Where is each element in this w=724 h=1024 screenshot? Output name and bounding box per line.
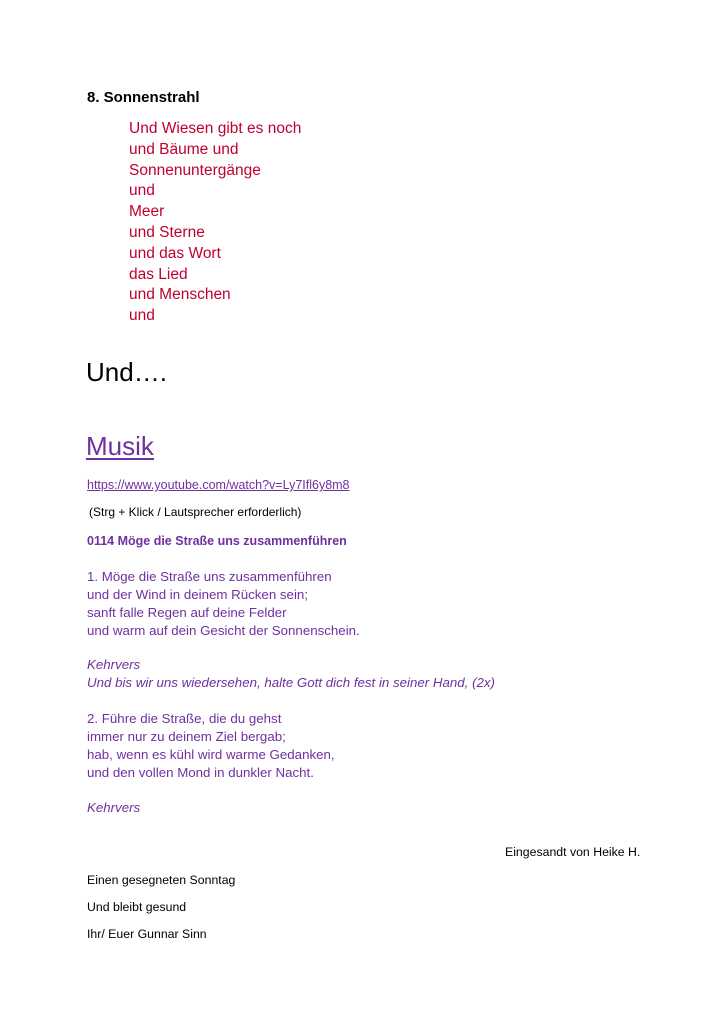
refrain-1 — [87, 656, 495, 692]
stanza-line: und den vollen Mond in dunkler Nacht. — [87, 765, 314, 780]
poem-line: und Sterne — [129, 223, 205, 241]
poem-line: und — [129, 307, 155, 325]
stanza-line: immer nur zu deinem Ziel bergab; — [87, 729, 286, 744]
song-title: 0114 Möge die Straße uns zusammenführen — [87, 534, 347, 548]
poem-line: und Menschen — [129, 286, 231, 304]
poem-line: Meer — [129, 203, 165, 221]
poem — [129, 119, 301, 327]
youtube-link[interactable]: https://www.youtube.com/watch?v=Ly7Ifl6y8m8 — [87, 478, 350, 492]
stanza-line: 2. Führe die Straße, die du gehst — [87, 711, 282, 726]
closing-signature: Ihr/ Euer Gunnar Sinn — [87, 927, 207, 941]
stanza-line: hab, wenn es kühl wird warme Gedanken, — [87, 747, 335, 762]
refrain-2 — [87, 799, 140, 817]
stanza-2 — [87, 710, 335, 782]
poem-line: Und Wiesen gibt es noch — [129, 120, 302, 137]
poem-line: und das Wort — [129, 244, 221, 262]
refrain-line: Und bis wir uns wiedersehen, halte Gott dich fest in seiner Hand, (2x) — [87, 675, 495, 690]
stanza-1 — [87, 568, 360, 640]
poem-line: und Bäume und — [129, 140, 239, 158]
section-heading: 8. Sonnenstrahl — [87, 89, 200, 106]
closing-line: Einen gesegneten Sonntag — [87, 873, 236, 887]
poem-line: das Lied — [129, 265, 188, 283]
big-heading-und: Und…. — [86, 357, 167, 387]
closing-line: Und bleibt gesund — [87, 900, 187, 914]
stanza-line: sanft falle Regen auf deine Felder — [87, 605, 287, 620]
poem-line: Sonnenuntergänge — [129, 161, 261, 179]
stanza-line: und warm auf dein Gesicht der Sonnenschein. — [87, 623, 360, 638]
musik-link[interactable]: Musik — [86, 431, 154, 461]
poem-line: und — [129, 182, 155, 200]
stanza-line: 1. Möge die Straße uns zusammenführen — [87, 569, 332, 584]
refrain-label: Kehrvers — [87, 657, 141, 672]
submitted-by: Eingesandt von Heike H. — [505, 845, 641, 859]
stanza-line: und der Wind in deinem Rücken sein; — [87, 587, 308, 602]
link-hint: (Strg + Klick / Lautsprecher erforderlich) — [89, 505, 302, 519]
refrain-label: Kehrvers — [87, 800, 141, 815]
